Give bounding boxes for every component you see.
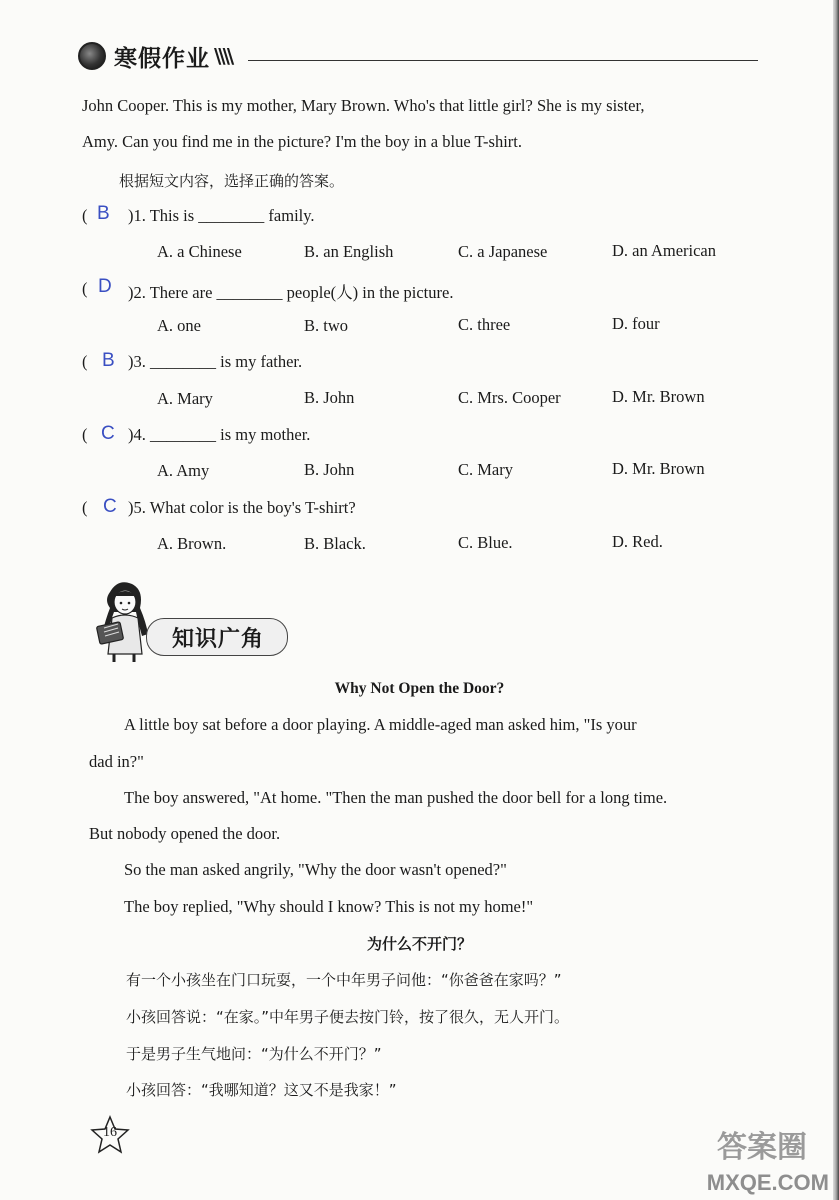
translation-line-1: 有一个小孩坐在门口玩耍，一个中年男子问他：“你爸爸在家吗？” [126, 971, 562, 989]
q5-answer: C [103, 496, 117, 517]
q2-option-c: C. three [458, 315, 511, 334]
q2-option-d: D. four [612, 314, 660, 333]
q3-option-c: C. Mrs. Cooper [458, 388, 561, 407]
q2-answer: D [98, 276, 112, 297]
q2-paren: ( [82, 279, 88, 298]
q3-option-b: B. John [304, 388, 355, 407]
story-title: Why Not Open the Door? [334, 680, 505, 697]
q1-option-a: A. a Chinese [157, 242, 242, 261]
q4-option-a: A. Amy [157, 461, 210, 480]
story-p4: The boy replied, "Why should I know? This is not my home!" [124, 897, 534, 916]
q5-option-a: A. Brown. [157, 534, 227, 553]
q1-paren: ( [82, 206, 88, 225]
q2-stem: )2. There are ________ people(人) in the picture. [128, 283, 454, 302]
story-p2-line1: The boy answered, "At home. "Then the man pushed the door bell for a long time. [124, 788, 668, 807]
q4-option-b: B. John [304, 460, 355, 479]
page-number-badge [90, 1115, 130, 1155]
q2-option-a: A. one [157, 316, 201, 335]
section-banner-title: 知识广角 [172, 627, 265, 652]
q5-stem: )5. What color is the boy's T-shirt? [128, 498, 356, 517]
q2-option-b: B. two [304, 316, 349, 335]
instruction: 根据短文内容，选择正确的答案。 [119, 172, 345, 190]
story-p1-line2: dad in?" [89, 752, 144, 771]
page-number: 16 [103, 1125, 117, 1140]
q3-stem: )3. ________ is my father. [128, 352, 303, 371]
q5-paren: ( [82, 498, 88, 517]
q3-paren: ( [82, 352, 88, 371]
translation-line-4: 小孩回答：“我哪知道？这又不是我家！” [126, 1081, 397, 1099]
q3-answer: B [102, 350, 115, 371]
header-slashes: \\\\ [214, 44, 232, 68]
q3-option-d: D. Mr. Brown [612, 387, 705, 406]
logo-icon [78, 42, 106, 70]
intro-line-1: John Cooper. This is my mother, Mary Brown. Who's that little girl? She is my sister, [82, 96, 645, 115]
q4-stem: )4. ________ is my mother. [128, 425, 311, 444]
q1-option-c: C. a Japanese [458, 242, 548, 261]
translation-line-3: 于是男子生气地问：“为什么不开门？” [126, 1045, 382, 1063]
q4-option-d: D. Mr. Brown [612, 459, 705, 478]
page-edge-shadow [833, 0, 839, 1200]
intro-line-2: Amy. Can you find me in the picture? I'm the boy in a blue T-shirt. [82, 132, 522, 151]
story-p2-line2: But nobody opened the door. [89, 824, 281, 843]
q3-option-a: A. Mary [157, 389, 213, 408]
story-p3: So the man asked angrily, "Why the door wasn't opened?" [124, 860, 507, 879]
watermark-logo-text: 答案圈 [717, 1130, 807, 1165]
header-title: 寒假作业 [114, 46, 210, 72]
q4-option-c: C. Mary [458, 460, 513, 479]
page-header [78, 38, 758, 78]
story-p1-line1: A little boy sat before a door playing. A middle-aged man asked him, "Is your [124, 715, 637, 734]
q5-option-d: D. Red. [612, 532, 663, 551]
translation-line-2: 小孩回答说：“在家。”中年男子便去按门铃，按了很久，无人开门。 [126, 1008, 570, 1026]
watermark-url: MXQE.COM [706, 1170, 829, 1195]
q4-answer: C [101, 423, 115, 444]
q1-option-b: B. an English [304, 242, 394, 261]
translation-title: 为什么不开门？ [366, 935, 472, 953]
q5-option-c: C. Blue. [458, 533, 513, 552]
q1-stem: )1. This is ________ family. [128, 206, 315, 225]
q1-answer: B [97, 203, 110, 224]
q4-paren: ( [82, 425, 88, 444]
header-rule [248, 60, 758, 61]
q5-option-b: B. Black. [304, 534, 366, 553]
q1-option-d: D. an American [612, 241, 717, 260]
